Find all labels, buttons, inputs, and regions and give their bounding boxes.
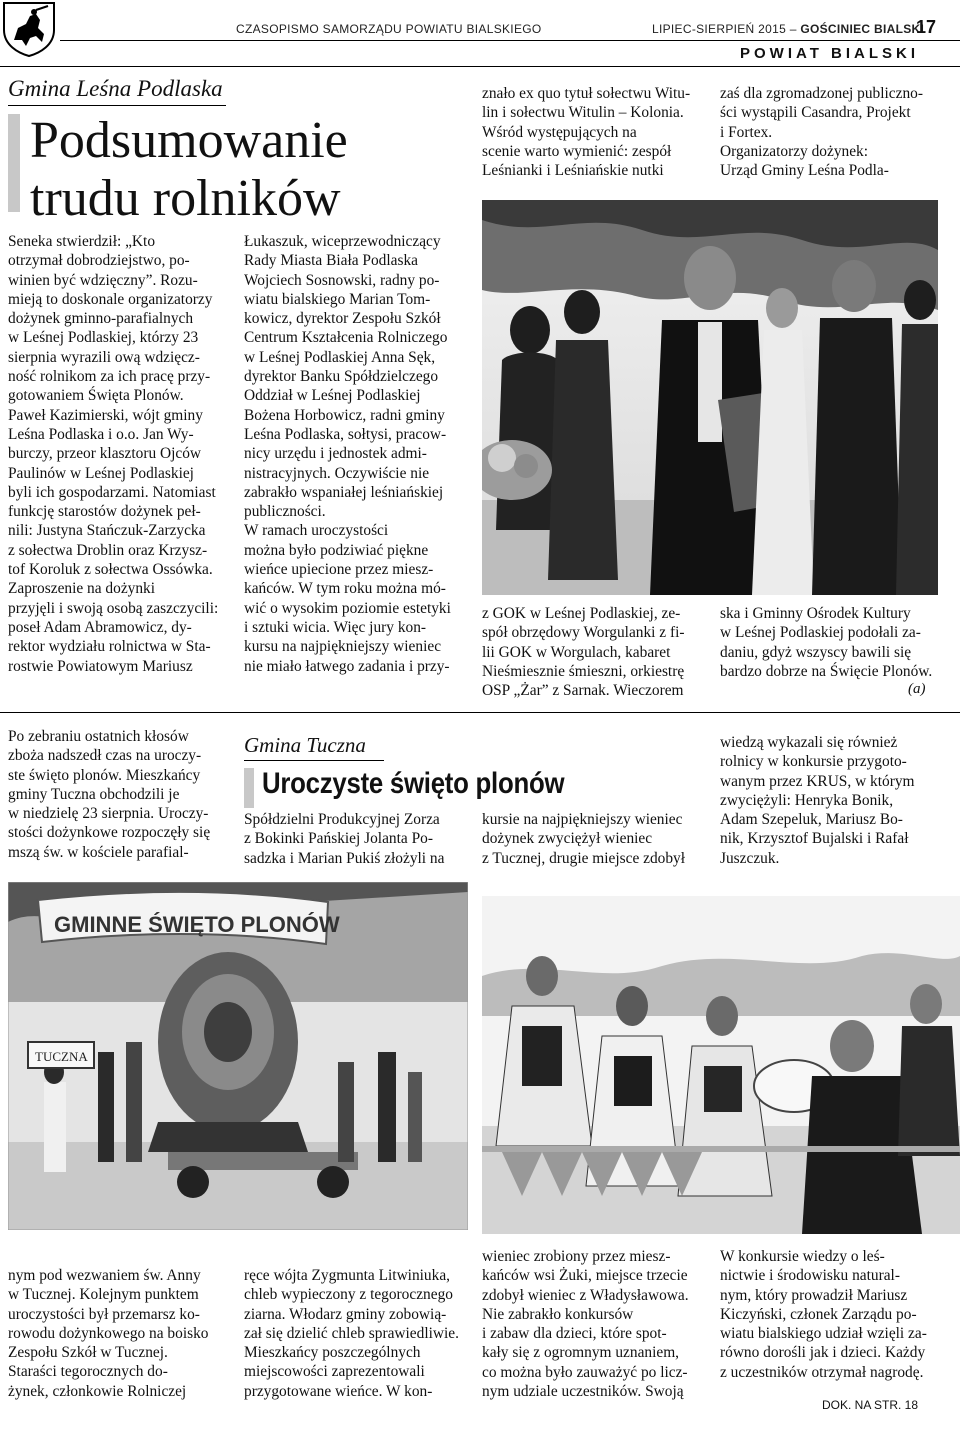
headline2-bar	[244, 768, 254, 808]
headline-line-1: Podsumowanie	[30, 112, 348, 169]
header-dash: –	[789, 22, 797, 36]
banner-text: GMINNE ŚWIĘTO PLONÓW	[54, 912, 340, 937]
article2-col2-top: Spółdzielni Produkcyjnej Zorza z Bokinki Pańskiej Jolanta Po- sadzka i Marian Pukiś złożyli na	[244, 811, 445, 867]
author-signature: (a)	[908, 681, 926, 697]
article-divider	[0, 712, 960, 713]
harvest-wreath-photo	[8, 882, 468, 1230]
section2-underline	[244, 760, 384, 761]
article2-lead: Po zebraniu ostatnich kłosów zboża nadszedł czas na uroczy- ste święto plonów. Mieszkańcy gminy Tuczna obchodzili je w niedzielę 23 sierpnia. Uroczy- stości dożynkowe rozpoczęły się mszą św. w kościele parafial-	[8, 728, 211, 861]
page-number: 17	[916, 17, 937, 37]
headline-line-2: trudu rolników	[30, 170, 341, 227]
sign-text: TUCZNA	[35, 1049, 88, 1064]
procession-photo	[482, 200, 938, 595]
article1-col2: Łukaszuk, wiceprzewodniczący Rady Miasta Biała Podlaska Wojciech Sosnowski, radny po- wiatu bialskiego Marian Tom- kowicz, dyrektor Zespołu Szkół Centrum Kształcenia Rolniczego w Leśnej Podlaskiej Anna Sęk, dyrektor Banku Spółdzielczego Oddział w Leśnej Podlaskiej Bożena Horbowicz, radni gminy Leśna Podlaska, sołtysi, pracow- nicy urzędu i jednostek admi- nistracyjnych. Oczywiście nie zabrakło wspaniałej leśniańskiej publiczności. W ramach uroczystości można było podziwiać piękne wieńce upiecione przez miesz- kańców. W tym roku można mó- wić o wysokim poziomie estetyki i sztuki wicia. Więc jury kon- kursu na najpiękniejszy wieniec nie miało łatwego zadania i przy-	[244, 233, 451, 675]
coat-of-arms-icon	[0, 0, 58, 58]
article1-headline	[30, 112, 348, 228]
section-label: POWIAT BIALSKI	[740, 45, 920, 62]
article1-section: Gmina Leśna Podlaska	[8, 76, 223, 101]
article2-col2-bottom: ręce wójta Zygmunta Litwiniuka, chleb wypieczony z tegorocznego ziarna. Włodarz gminy zobowią- zał się dzielić chleb sprawiedliwie. Mieszkańcy poszczególnych miejscowości zaprezentowali przygotowane wieńce. W kon-	[244, 1267, 459, 1400]
article1-col1: Seneka stwierdził: „Kto otrzymał dobrodziejstwo, po- winien być wdzięczny”. Rozu- mieją to doskonale organizatorzy dożynek gminno-parafialnych w Leśnej Podlaskiej, którzy 23 sierpnia wyrazili ową wdzięcz- ność rolnikom za ich pracę przy- gotowaniem Święta Plonów. Paweł Kazimierski, wójt gminy Leśna Podlaska i o.o. Jan Wy- burczy, przeor klasztoru Ojców Paulinów w Leśnej Podlaskiej byli ich gospodarzami. Natomiast funkcję starostów dożynek peł- nili: Justyna Stańczuk-Zarzycka z sołectwa Droblin oraz Krzysz- tof Koroluk z sołectwa Ossówka. Zaproszenie na dożynki przyjęli i swoją osobą zaszczycili: poseł Adam Abramowicz, dy- rektor wydziału rolnictwa w Sta- rostwie Powiatowym Mariusz	[8, 233, 219, 675]
headline-bar	[8, 114, 20, 212]
article1-col4-bottom: ska i Gminny Ośrodek Kultury w Leśnej Podlaskiej podołali za- daniu, gdyż wszyscy bawili się bardzo dobrze na Święcie Plonów.	[720, 605, 933, 680]
section-rule	[0, 66, 960, 67]
article2-col3-top: kursie na najpiękniejszy wieniec dożynek zwyciężył wieniec z Tucznej, drugie miejsce zdobył	[482, 811, 686, 867]
article2-col3-bottom: wieniec zrobiony przez miesz- kańców wsi Żuki, miejsce trzecie zdobył wieniec z Władysławowa. Nie zabrakło konkursów i zabaw dla dzieci, które spot- kały się z ogromnym uznaniem, co można było zauważyć po licz- nym udziale uczestników. Swoją	[482, 1248, 689, 1401]
magazine-name: CZASOPISMO SAMORZĄDU POWIATU BIALSKIEGO	[236, 22, 542, 36]
section-underline	[8, 105, 226, 106]
article1-col3-bottom: z GOK w Leśnej Podlaskiej, ze- spół obrzędowy Worgulanki z fi- lii GOK w Worgulach, kabaret Nieśmiesznie śmieszni, orkiestrę OSP „Żar” z Sarnak. Wieczorem	[482, 605, 685, 700]
article2-col4-top: wiedzą wykazali się również rolnicy w konkursie przygoto- wanym przez KRUS, w którym zwyciężyli: Henryka Bonik, Adam Szepeluk, Mariusz Bo- nik, Krzysztof Bujalski i Rafał Juszczuk.	[720, 734, 915, 867]
issue-label: LIPIEC-SIERPIEŃ 2015	[652, 22, 787, 36]
article2-col4-bottom: W konkursie wiedzy o leś- nictwie i środowisku natural- nym, który prowadził Mariusz Kiczyński, członek Zarządu po- wiatu bialskiego udział wzięli za- równo dorośli jak i dzieci. Każdy z uczestników otrzymał nagrodę.	[720, 1248, 927, 1381]
continued-note: DOK. NA STR. 18	[822, 1398, 919, 1412]
article2-headline: Uroczyste święto plonów	[262, 767, 565, 800]
issue-date	[652, 22, 924, 36]
folk-dancers-photo	[482, 896, 960, 1234]
article1-col3-top: znało ex quo tytuł sołectwu Witu- lin i sołectwu Witulin – Kolonia. Wśród występujących na scenie warto wymienić: zespół Leśnianki i Leśniańskie nutki	[482, 85, 691, 180]
header-rule	[60, 40, 960, 41]
magazine-title: GOŚCINIEC BIALSKI	[800, 22, 925, 36]
article2-col1-bottom: nym pod wezwaniem św. Anny w Tucznej. Kolejnym punktem uroczystości był przemarsz ko- rowodu dożynkowego na boisko Zespołu Szkół w Tucznej. Staraści tegorocznych do- żynek, członkowie Rolniczej	[8, 1267, 209, 1400]
article2-section: Gmina Tuczna	[244, 733, 366, 757]
article1-col4-top: zaś dla zgromadzonej publiczno- ści wystąpili Casandra, Projekt i Fortex. Organizatorzy dożynek: Urząd Gminy Leśna Podla-	[720, 85, 923, 180]
